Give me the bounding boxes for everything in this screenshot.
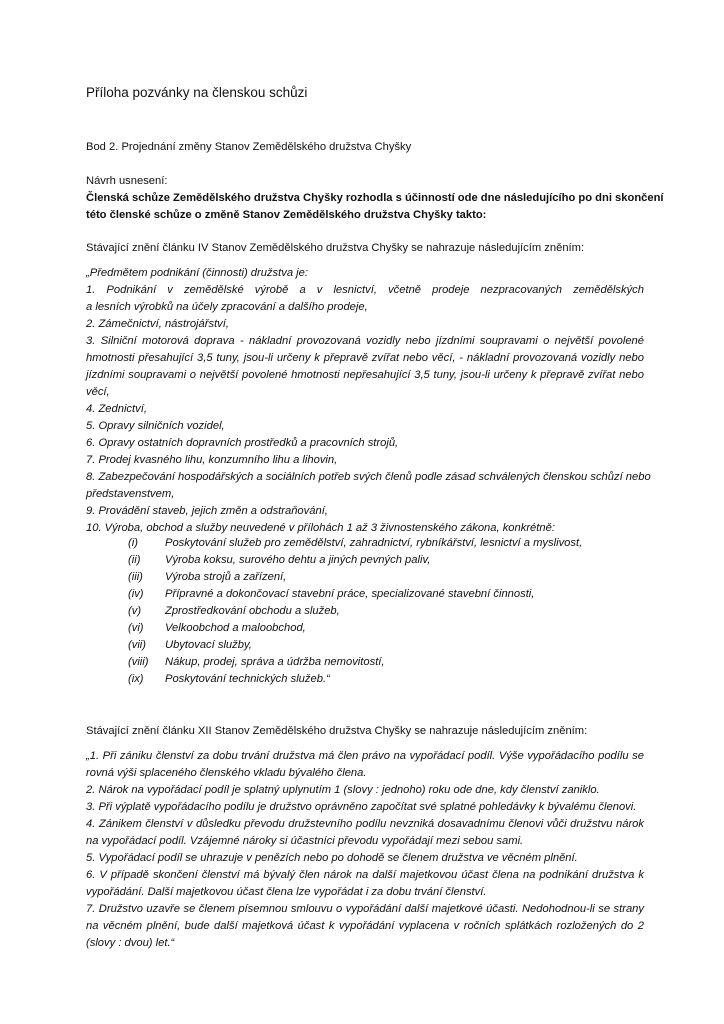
sub-item-number: (iii) [128, 571, 143, 583]
sub-item-text: Velkoobchod a maloobchod, [165, 622, 306, 634]
sub-item-number: (vi) [128, 622, 144, 634]
article-iv-line: a lesních výrobků na účely zpracování a dalšího prodeje, [86, 301, 368, 313]
article-xii-line: 5. Vypořádací podíl se uhrazuje v penězích nebo po dohodě se členem družstva ve věcném plnění. [86, 852, 578, 864]
article-iv-line: 10. Výroba, obchod a služby neuvedené v přílohách 1 až 3 živnostenského zákona, konkrétně: [86, 522, 555, 534]
sub-item-number: (iv) [128, 588, 144, 600]
article-iv-intro: Stávající znění článku IV Stanov Zemědělského družstva Chyšky se nahrazuje následujícím zněním: [86, 242, 585, 254]
article-xii-line: vypořádání. Další majetkovou účast člena lze vypořádat i za dobu trvání členství. [86, 886, 487, 898]
article-iv-line: 5. Opravy silničních vozidel, [86, 420, 225, 432]
sub-item-text: Ubytovací služby, [165, 639, 252, 651]
document-title: Příloha pozvánky na členskou schůzi [86, 85, 308, 100]
article-iv-line: 1. Podnikání v zemědělské výrobě a v lesnictví, včetně prodeje nezpracovaných zemědělských [86, 284, 644, 296]
article-iv-line: 3. Silniční motorová doprava - nákladní provozovaná vozidly nebo jízdními soupravami o největší povolené [86, 335, 644, 347]
sub-item-text: Výroba koksu, surového dehtu a jiných pevných paliv, [165, 554, 431, 566]
sub-item-text: Přípravné a dokončovací stavební práce, specializované stavební činnosti, [165, 588, 535, 600]
sub-item-number: (ii) [128, 554, 141, 566]
resolution-label: Návrh usnesení: [86, 175, 168, 187]
sub-item-text: Poskytování služeb pro zemědělství, zahradnictví, rybníkářství, lesnictví a myslivost, [165, 537, 583, 549]
article-xii-line: 3. Při výplatě vypořádacího podílu je družstvo oprávněno započítat své splatné pohledávky k bývalému členovi. [86, 801, 637, 813]
article-xii-intro: Stávající znění článku XII Stanov Zemědělského družstva Chyšky se nahrazuje následujícím zněním: [86, 725, 588, 737]
article-xii-line: 7. Družstvo uzavře se členem písemnou smlouvu o vypořádání další majetkové účasti. Nedohodnou-li se strany [86, 903, 644, 915]
article-iv-line: 7. Prodej kvasného lihu, konzumního lihu a lihovin, [86, 454, 338, 466]
article-iv-line: 8. Zabezpečování hospodářských a sociálních potřeb svých členů podle zásad schválených členskou schůzí nebo [86, 471, 651, 483]
article-iv-line: 4. Zednictví, [86, 403, 147, 415]
article-iv-line: 2. Zámečnictví, nástrojářství, [86, 318, 229, 330]
article-xii-line: (slovy : dvou) let.“ [86, 937, 175, 949]
article-xii-line: 4. Zánikem členství v důsledku převodu družstevního podílu nevzniká dosavadnímu členovi vůči družstvu nárok [86, 818, 644, 830]
sub-item-number: (v) [128, 605, 142, 617]
article-iv-line: představenstvem, [86, 488, 175, 500]
article-iv-line: věcí, [86, 386, 110, 398]
sub-item-text: Zprostředkování obchodu a služeb, [165, 605, 340, 617]
article-xii-line: 6. V případě skončení členství má bývalý člen nárok na další majetkovou účast člena na podnikání družstva k [86, 869, 644, 881]
article-xii-line: rovná výši splaceného členského vkladu bývalého člena. [86, 767, 367, 779]
article-iv-line: hmotnosti přesahující 3,5 tuny, jsou-li určeny k přepravě zvířat nebo věcí, - nákladní provozovaná vozidly nebo [86, 352, 644, 364]
agenda-item-heading: Bod 2. Projednání změny Stanov Zemědělského družstva Chyšky [86, 141, 412, 153]
resolution-line: Členská schůze Zemědělského družstva Chyšky rozhodla s účinností ode dne následujícího po dni skončení [86, 192, 664, 204]
article-xii-line: na vypořádací podíl. Vzájemné nároky si účastníci převodu vypořádají mezi sebou sami. [86, 835, 524, 847]
sub-item-number: (viii) [128, 656, 149, 668]
article-iv-line: 6. Opravy ostatních dopravních prostředků a pracovních strojů, [86, 437, 399, 449]
sub-item-number: (vii) [128, 639, 147, 651]
sub-item-text: Výroba strojů a zařízení, [165, 571, 287, 583]
sub-item-number: (ix) [128, 673, 144, 685]
article-iv-line: jízdními soupravami o největší povolené hmotnosti nepřesahující 3,5 tuny, jsou-li určeny k přepravě zvířat nebo [86, 369, 644, 381]
article-iv-line: „Předmětem podnikání (činnosti) družstva je: [86, 267, 308, 279]
sub-item-text: Poskytování technických služeb.“ [165, 673, 330, 685]
article-iv-line: 9. Provádění staveb, jejich změn a odstraňování, [86, 505, 328, 517]
article-xii-line: „1. Při zániku členství za dobu trvání družstva má člen právo na vypořádací podíl. Výše vypořádacího podílu se [86, 750, 644, 762]
sub-item-text: Nákup, prodej, správa a údržba nemovitostí, [165, 656, 385, 668]
article-xii-line: 2. Nárok na vypořádací podíl je splatný uplynutím 1 (slovy : jednoho) roku ode dne, kdy členství zaniklo. [86, 784, 600, 796]
article-xii-line: na věcném plnění, bude další majetková účast k vypořádání vyplacena v ročních splátkách rozložených do 2 [86, 920, 644, 932]
sub-item-number: (i) [128, 537, 138, 549]
resolution-line: této členské schůze o změně Stanov Zemědělského družstva Chyšky takto: [86, 209, 487, 221]
